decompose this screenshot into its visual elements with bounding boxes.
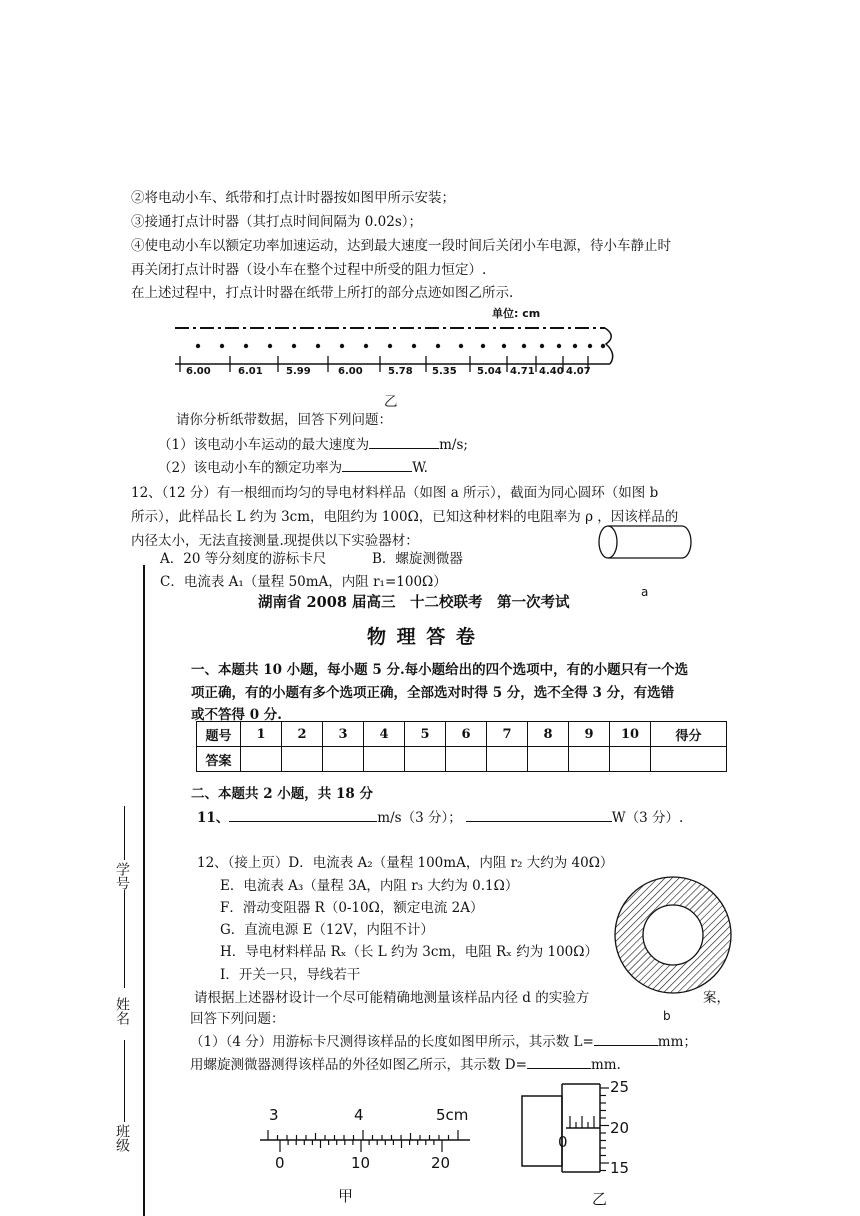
answer-11-unit-2: W（3 分）. (611, 810, 684, 826)
tape-dot (268, 344, 272, 348)
q12-cont-e: E．电流表 A₃（量程 3A，内阻 r₃ 大约为 0.1Ω） (220, 878, 519, 894)
answer-blank[interactable] (369, 435, 439, 449)
answer-blank-L[interactable] (594, 1032, 658, 1046)
answer-blank-D[interactable] (527, 1055, 591, 1069)
answer-cell[interactable] (323, 747, 364, 772)
step-5: 在上述过程中，打点计时器在纸带上所打的部分点迹如图乙所示. (131, 285, 514, 301)
thimble-label: 25 (610, 1078, 630, 1096)
q12-cont-d: 12、（接上页）D．电流表 A₂（量程 100mA，内阻 r₂ 大约为 40Ω） (197, 855, 614, 871)
tape-value: 6.01 (238, 366, 263, 377)
figure-a-label: a (641, 585, 649, 599)
tape-dot (316, 344, 320, 348)
thimble-label: 20 (610, 1119, 630, 1137)
answer-cell[interactable] (405, 747, 446, 772)
section1-line1: 一、本题共 10 小题，每小题 5 分.每小题给出的四个选项中，有的小题只有一个选 (191, 662, 689, 678)
q11-part2-text: （2）该电动小车的额定功率为 (158, 460, 343, 476)
answer-11-unit-1: m/s（3 分）； (377, 810, 462, 826)
caliper-vernier-label: 0 (275, 1154, 285, 1172)
table-header-cell: 2 (282, 722, 323, 747)
tape-dot (364, 344, 368, 348)
sheet-title: 物 理 答 卷 (367, 626, 477, 648)
name-label: 姓名 (114, 997, 130, 1025)
tape-dot (388, 344, 392, 348)
tape-dot (459, 344, 463, 348)
figure-b-label: b (663, 1009, 671, 1023)
q11-part1 (158, 433, 468, 453)
step-3: ③接通打点计时器（其打点时间间隔为 0.02s）； (131, 214, 423, 230)
q12-cont-j2: 回答下列问题： (190, 1011, 285, 1027)
q12-part2-text: 用螺旋测微器测得该样品的外径如图乙所示，其示数 D= (190, 1057, 527, 1073)
table-row (197, 722, 727, 747)
section1-line2: 项正确，有的小题有多个选项正确，全部选对时得 5 分，选不全得 3 分，有选错 (191, 685, 675, 701)
figure-b-annulus (612, 874, 734, 996)
q12-option-b: B．螺旋测微器 (372, 551, 463, 567)
tape-dot (340, 344, 344, 348)
answer-11-label: 11、 (197, 810, 230, 826)
score-cell[interactable] (651, 747, 727, 772)
vernier-caliper-figure (258, 1106, 478, 1216)
table-header-cell: 9 (569, 722, 610, 747)
paper-tape-figure (170, 300, 620, 410)
q12-cont-j1-end: 案， (703, 990, 730, 1006)
answer-cell[interactable] (282, 747, 323, 772)
table-header-cell: 3 (323, 722, 364, 747)
q12-cont-j1: 请根据上述器材设计一个尽可能精确地测量该样品内径 d 的实验方 (194, 990, 590, 1006)
q12-option-c: C．电流表 A₁（量程 50mA，内阻 r₁=100Ω） (160, 574, 447, 590)
q12-part1-line2 (190, 1053, 621, 1073)
answer-cell[interactable] (569, 747, 610, 772)
class-label: 班级 (114, 1124, 130, 1152)
table-header-cell: 6 (446, 722, 487, 747)
q12-option-a: A．20 等分刻度的游标卡尺 (160, 551, 327, 567)
tape-unit: 单位: cm (492, 307, 541, 320)
answer-cell[interactable] (487, 747, 528, 772)
exam-title: 湖南省 2008 届高三 十二校联考 第一次考试 (258, 594, 570, 611)
q12-line1: 12、（12 分）有一根细而均匀的导电材料样品（如图 a 所示），截面为同心圆环（如图 b (131, 485, 659, 501)
tape-value: 5.35 (432, 366, 457, 377)
answer-cell[interactable] (610, 747, 651, 772)
thimble-label: 15 (610, 1159, 630, 1177)
tape-dot (481, 344, 485, 348)
class-blank[interactable] (124, 1040, 125, 1122)
section1-line3: 或不答得 0 分. (191, 707, 282, 723)
tape-value: 6.00 (186, 366, 211, 377)
q12-part1-text: （1）（4 分）用游标卡尺测得该样品的长度如图甲所示，其示数 L= (190, 1034, 594, 1050)
tape-value: 4.71 (510, 366, 535, 377)
name-blank[interactable] (124, 890, 125, 988)
q12-line3: 内径太小，无法直接测量.现提供以下实验器材： (131, 533, 419, 549)
tape-labels (170, 366, 620, 382)
tape-dot (522, 344, 526, 348)
table-header-cell: 题号 (197, 722, 241, 747)
tape-dot (502, 344, 506, 348)
q11-part1-text: （1）该电动小车运动的最大速度为 (158, 437, 370, 453)
student-id-blank[interactable] (124, 806, 125, 860)
q11-intro: 请你分析纸带数据，回答下列问题： (176, 412, 392, 428)
tape-dot (601, 344, 605, 348)
tape-dot (588, 344, 592, 348)
caliper-main-label: 4 (354, 1106, 364, 1124)
answer-11-blank-1[interactable] (229, 808, 377, 822)
answer-11-blank-2[interactable] (466, 808, 612, 822)
tape-value: 5.99 (286, 366, 311, 377)
answer-cell[interactable] (446, 747, 487, 772)
caliper-main-label: 3 (269, 1106, 279, 1124)
micrometer-svg (518, 1078, 678, 1178)
tape-value: 6.00 (338, 366, 363, 377)
answer-cell[interactable] (241, 747, 282, 772)
q12-line2: 所示），此样品长 L 约为 3cm，电阻约为 100Ω，已知这种材料的电阻率为 ρ ，因该样品的 (131, 509, 679, 525)
q12-cont-h: H．导电材料样品 Rₓ（长 L 约为 3cm，电阻 Rₓ 约为 100Ω） (220, 944, 598, 960)
q12-part1-line1 (190, 1030, 697, 1050)
q12-part1-unit: mm； (657, 1034, 697, 1050)
q12-part2-unit: mm. (590, 1057, 621, 1073)
q12-cont-i: I．开关一只，导线若干 (220, 967, 361, 983)
micrometer-caption: 乙 (592, 1190, 608, 1208)
tape-dot (220, 344, 224, 348)
q11-part2 (158, 456, 428, 476)
tape-dot (292, 344, 296, 348)
table-header-cell: 7 (487, 722, 528, 747)
answer-cell[interactable] (528, 747, 569, 772)
tape-dot (244, 344, 248, 348)
table-header-cell: 5 (405, 722, 446, 747)
q11-part1-unit: m/s; (439, 437, 468, 453)
micrometer-figure (518, 1078, 678, 1216)
sleeve-label: 0 (558, 1133, 568, 1151)
tape-dot (557, 344, 561, 348)
tape-dot (436, 344, 440, 348)
caliper-vernier-label: 20 (431, 1154, 451, 1172)
table-row (197, 747, 727, 772)
table-header-cell: 4 (364, 722, 405, 747)
tape-value: 5.04 (477, 366, 502, 377)
q12-cont-g: G．直流电源 E（12V，内阻不计） (220, 922, 434, 938)
step-4-line2: 再关闭打点计时器（设小车在整个过程中所受的阻力恒定）. (131, 262, 487, 278)
q11-part2-unit: W. (412, 460, 428, 476)
section2-title: 二、本题共 2 小题，共 18 分 (191, 786, 373, 802)
table-header-cell: 10 (610, 722, 651, 747)
student-id-label: 学号 (114, 862, 130, 890)
caliper-caption: 甲 (338, 1187, 354, 1205)
table-header-cell: 1 (241, 722, 282, 747)
tape-value: 4.07 (566, 366, 591, 377)
table-header-cell: 得分 (651, 722, 727, 747)
table-row-label: 答案 (197, 747, 241, 772)
binding-margin-line (143, 565, 145, 1216)
tape-value: 5.78 (388, 366, 413, 377)
tape-dot (540, 344, 544, 348)
tape-dot (412, 344, 416, 348)
answer-cell[interactable] (364, 747, 405, 772)
step-2: ②将电动小车、纸带和打点计时器按如图甲所示安装； (131, 190, 455, 206)
answer-blank[interactable] (342, 458, 412, 472)
figure-a-cylinder (596, 522, 696, 578)
caliper-main-label: 5cm (436, 1106, 469, 1124)
table-header-cell: 8 (528, 722, 569, 747)
answer-table (196, 721, 727, 772)
answer-11-row (197, 806, 683, 826)
caliper-vernier-label: 10 (351, 1154, 371, 1172)
tape-caption: 乙 (384, 394, 398, 410)
tape-dot (573, 344, 577, 348)
q12-cont-f: F．滑动变阻器 R（0-10Ω，额定电流 2A） (220, 900, 484, 916)
tape-dot (196, 344, 200, 348)
step-4-line1: ④使电动小车以额定功率加速运动，达到最大速度一段时间后关闭小车电源，待小车静止时 (131, 238, 671, 254)
tape-value: 4.40 (539, 366, 564, 377)
